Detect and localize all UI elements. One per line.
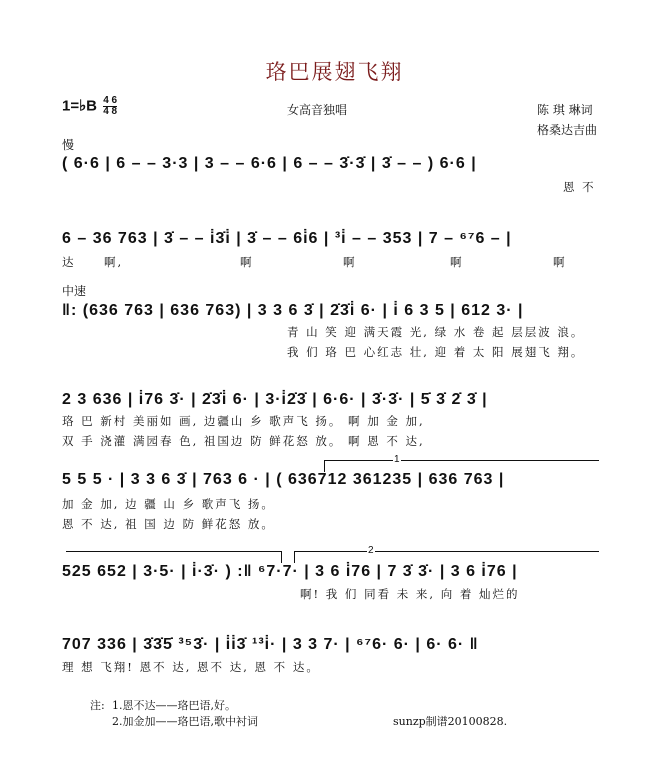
score-line-2: 6 – 36 763 | 3̇ – – i̇3̇i̇ | 3̇ – – 6i̇6 | ³i̇ – – 353 | 7 – ⁶⁷6 – | — [62, 230, 512, 247]
volta-1-bracket — [324, 460, 599, 461]
score-line-1: ( 6·6 | 6 – – 3·3 | 3 – – 6·6 | 6 – – 3̇·3̇ | 3̇ – – ) 6·6 | — [62, 155, 477, 172]
note-item-1: 1.恩不达——珞巴语,好。 — [112, 699, 236, 712]
tempo-slow: 慢 — [62, 138, 75, 152]
key-signature — [62, 96, 117, 117]
score-title: 珞巴展翅飞翔 — [265, 60, 404, 84]
lyrics-line-4-verse1: 珞 巴 新村 美丽如 画, 边疆山 乡 歌声飞 扬。 啊 加 金 加, — [62, 414, 425, 428]
lyrics-line-3-verse1: 青 山 笑 迎 满天霞 光, 绿 水 卷 起 层层波 浪。 — [287, 325, 585, 339]
volta-2-bracket-start — [294, 551, 295, 563]
score-line-5: 5 5 5 · | 3 3 6 3̇ | 763 6 · | ( 636712 361235 | 636 763 | — [62, 471, 505, 488]
volta-1-bracket-end — [281, 551, 282, 563]
lyric-2-1: 啊, — [104, 255, 124, 269]
tempo-medium: 中速 — [62, 284, 87, 298]
note-item-2: 2.加金加——珞巴语,歌中衬词 — [112, 715, 258, 728]
composer: 格桑达吉曲 — [537, 123, 598, 137]
score-line-3: ‖: (636 763 | 636 763) | 3 3 6 3̇ | 2̇3̇i̇ 6· | i̇ 6 3 5 | 612 3· | — [62, 302, 524, 319]
lyrics-line-7: 理 想 飞翔! 恩不 达, 恩不 达, 恩 不 达。 — [62, 660, 320, 674]
key-label: 1=♭B — [62, 97, 98, 115]
lyricist: 陈 琪 琳词 — [537, 103, 593, 117]
score-line-7: 707 336 | 3̇3̇5̇ ³⁵3̇· | i̇i̇3̇ ¹³i̇· | 3 3 7· | ⁶⁷6· 6· | 6· 6· ‖ — [62, 636, 479, 653]
lyrics-line-3-verse2: 我 们 珞 巴 心红志 壮, 迎 着 太 阳 展翅飞 翔。 — [287, 345, 585, 359]
lyric-2-0: 达 — [62, 255, 76, 269]
lyrics-line-5-verse2: 恩 不 达, 祖 国 边 防 鲜花怒 放。 — [62, 517, 275, 531]
lyric-2-5: 啊 — [553, 255, 567, 269]
volta-2-number: 2 — [368, 545, 374, 556]
notes-label: 注: — [90, 699, 105, 712]
time-signature: $\frac{4 6}{4 8}$ — [103, 95, 118, 117]
transcriber-credit: sunzp制谱20100828. — [393, 715, 508, 728]
lyric-2-3: 啊 — [343, 255, 357, 269]
lyric-2-2: 啊 — [240, 255, 254, 269]
volta-1-number: 1 — [394, 454, 400, 465]
lyrics-line-5-verse1: 加 金 加, 边 疆 山 乡 歌声飞 扬。 — [62, 497, 275, 511]
score-line-4: 2 3 636 | i̇76 3̇· | 2̇3̇i̇ 6· | 3·i̇2̇3̇ | 6·6· | 3̇·3̇· | 5̇ 3̇ 2̇ 3̇ | — [62, 391, 488, 408]
volta-1-continuation — [66, 551, 281, 552]
lyrics-line-6: 啊! 我 们 同看 未 来, 向 着 灿烂的 — [300, 587, 520, 601]
score-line-6: 525 652 | 3·5· | i̇·3̇· ) :‖ ⁶7·7· | 3 6 i̇76 | 7 3̇ 3̇· | 3 6 i̇76 | — [62, 563, 518, 580]
volta-2-bracket — [294, 551, 599, 552]
lyric-2-4: 啊 — [450, 255, 464, 269]
lyrics-line-4-verse2: 双 手 浇灌 满园春 色, 祖国边 防 鲜花怒 放。 啊 恩 不 达, — [62, 434, 425, 448]
lyrics-line-1: 恩 不 — [563, 180, 596, 194]
performance-type: 女高音独唱 — [287, 103, 348, 117]
